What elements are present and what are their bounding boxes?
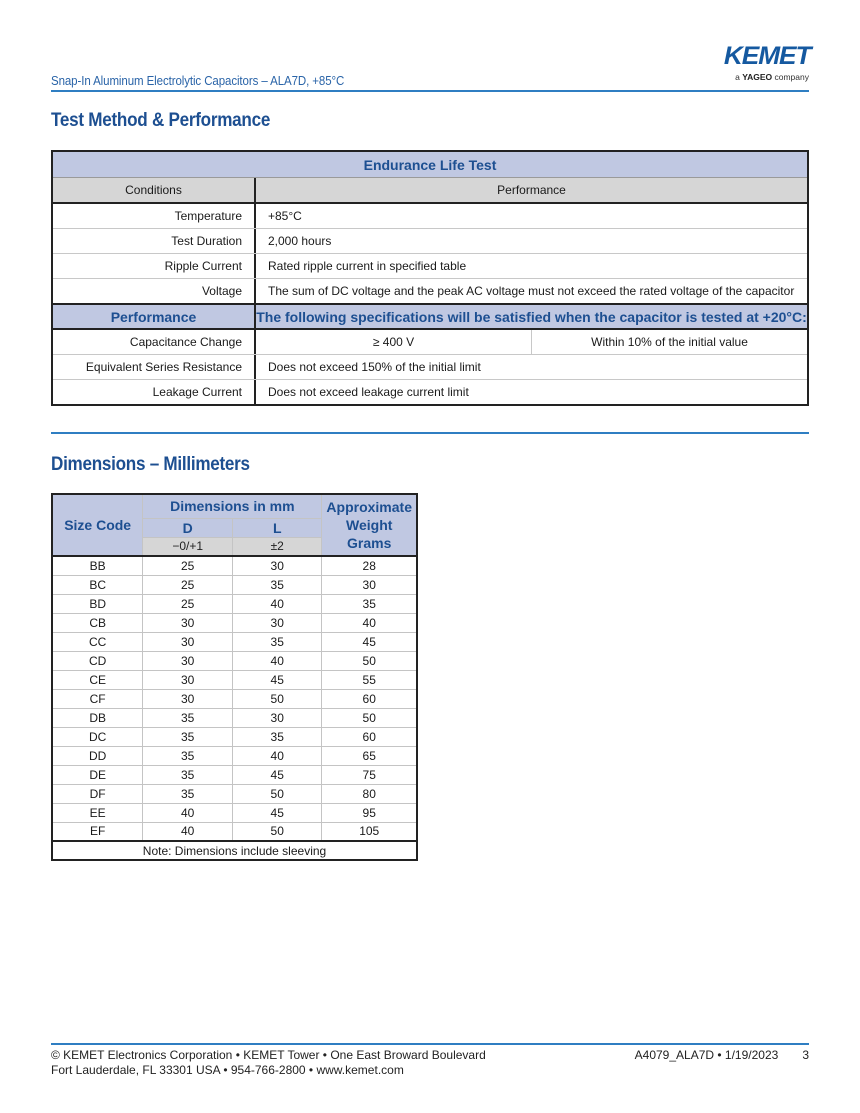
col-header-conditions: Conditions [53,178,256,202]
length-cell: 50 [233,822,322,841]
size-code-cell: BD [52,594,143,613]
diameter-cell: 30 [143,670,233,689]
size-code-cell: DE [52,765,143,784]
weight-cell: 50 [322,651,417,670]
length-cell: 30 [233,708,322,727]
table-row [53,253,807,278]
logo-tagline-suffix: company [772,72,809,82]
col-header-d: D [143,518,233,537]
test-section-title: Test Method & Performance [51,110,271,131]
dimensions-section-title: Dimensions – Millimeters [51,454,250,475]
weight-cell: 50 [322,708,417,727]
table-row [53,278,807,303]
size-code-cell: CC [52,632,143,651]
diameter-cell: 25 [143,594,233,613]
diameter-cell: 30 [143,613,233,632]
performance-condition: ≥ 400 V [372,334,415,349]
size-code-cell: CD [52,651,143,670]
diameter-cell: 30 [143,651,233,670]
size-code-cell: CF [52,689,143,708]
size-code-cell: DF [52,784,143,803]
diameter-cell: 35 [143,746,233,765]
size-code-cell: BB [52,556,143,575]
size-code-cell: DC [52,727,143,746]
weight-cell: 105 [322,822,417,841]
weight-cell: 60 [322,727,417,746]
table-row [52,708,417,727]
size-code-cell: EF [52,822,143,841]
table-row [52,575,417,594]
size-code-cell: CB [52,613,143,632]
size-code-cell: DB [52,708,143,727]
diameter-cell: 40 [143,822,233,841]
performance-value: Does not exceed leakage current limit [268,384,469,399]
document-subtitle: Snap-In Aluminum Electrolytic Capacitors – ALA7D, +85°C [51,74,345,88]
length-cell: 45 [233,765,322,784]
performance-label: Equivalent Series Resistance [53,355,256,379]
condition-value: 2,000 hours [268,233,332,248]
length-cell: 45 [233,803,322,822]
condition-label: Ripple Current [53,254,256,278]
table-row [52,746,417,765]
length-cell: 30 [233,556,322,575]
col-header-performance: Performance [497,183,566,198]
weight-cell: 60 [322,689,417,708]
length-cell: 35 [233,575,322,594]
table-row [52,765,417,784]
col-header-l: L [233,518,322,537]
logo-wordmark: KEMET [723,42,810,70]
table-title-row [53,152,807,177]
dimensions-table [51,493,418,861]
diameter-cell: 35 [143,765,233,784]
diameter-cell: 30 [143,632,233,651]
table-row [52,594,417,613]
table-row [52,689,417,708]
condition-value: +85°C [268,208,302,223]
table-row [52,670,417,689]
condition-label: Voltage [53,279,256,303]
table-note: Note: Dimensions include sleeving [52,841,417,860]
length-cell: 50 [233,689,322,708]
note-row [52,841,417,860]
weight-cell: 55 [322,670,417,689]
table-header-row [53,177,807,202]
weight-cell: 40 [322,613,417,632]
weight-cell: 30 [322,575,417,594]
page-number: 3 [802,1048,809,1062]
header-divider [51,90,809,92]
length-cell: 40 [233,651,322,670]
table-row [52,727,417,746]
col-header-weight: Approximate Weight Grams [322,494,417,556]
length-cell: 50 [233,784,322,803]
weight-cell: 35 [322,594,417,613]
endurance-life-test-table [51,150,809,406]
weight-cell: 28 [322,556,417,575]
diameter-cell: 25 [143,556,233,575]
condition-label: Temperature [53,204,256,227]
logo-tagline-prefix: a [735,72,743,82]
footer-meta [635,1048,809,1063]
kemet-logo [706,44,810,84]
table-row [53,202,807,227]
diameter-cell: 25 [143,575,233,594]
size-code-cell: CE [52,670,143,689]
table-row [52,632,417,651]
performance-header-row [53,303,807,328]
condition-label: Test Duration [53,229,256,253]
table-row [53,354,807,379]
footer-address [51,1048,486,1078]
weight-cell: 80 [322,784,417,803]
performance-label: Capacitance Change [53,330,256,353]
d-tolerance: −0/+1 [143,537,233,556]
logo-tagline-brand: YAGEO [742,72,773,82]
table-row [52,784,417,803]
diameter-cell: 35 [143,727,233,746]
performance-split-cell [256,330,807,353]
logo-tagline [735,72,809,82]
length-cell: 35 [233,632,322,651]
diameter-cell: 30 [143,689,233,708]
table-row [53,228,807,253]
weight-cell: 65 [322,746,417,765]
table-row [52,822,417,841]
footer-divider [51,1043,809,1045]
length-cell: 45 [233,670,322,689]
col-header-dimensions-group: Dimensions in mm [143,494,322,518]
l-tolerance: ±2 [233,537,322,556]
footer-line-1: © KEMET Electronics Corporation • KEMET Tower • One East Broward Boulevard [51,1048,486,1062]
performance-header-note: The following specifications will be satisfied when the capacitor is tested at +20°C: [256,308,807,325]
weight-cell: 95 [322,803,417,822]
diameter-cell: 35 [143,708,233,727]
table-row [53,328,807,353]
condition-value: The sum of DC voltage and the peak AC voltage must not exceed the rated voltage of the capacitor [268,284,795,299]
length-cell: 40 [233,746,322,765]
table-row [53,379,807,404]
length-cell: 40 [233,594,322,613]
table-row [52,651,417,670]
diameter-cell: 35 [143,784,233,803]
size-code-cell: EE [52,803,143,822]
table-title: Endurance Life Test [363,156,497,173]
size-code-cell: DD [52,746,143,765]
size-code-cell: BC [52,575,143,594]
condition-value: Rated ripple current in specified table [268,258,467,273]
table-row [52,613,417,632]
performance-header-label: Performance [53,305,256,328]
length-cell: 35 [233,727,322,746]
length-cell: 30 [233,613,322,632]
table-row [52,556,417,575]
document-id: A4079_ALA7D • 1/19/2023 [634,1048,779,1062]
performance-value: Within 10% of the initial value [531,330,807,353]
table-row [52,803,417,822]
diameter-cell: 40 [143,803,233,822]
footer-line-2: Fort Lauderdale, FL 33301 USA • 954-766-2800 • www.kemet.com [51,1063,404,1077]
performance-value: Does not exceed 150% of the initial limit [268,359,481,374]
weight-cell: 75 [322,765,417,784]
weight-cell: 45 [322,632,417,651]
performance-label: Leakage Current [53,380,256,404]
col-header-size-code: Size Code [52,494,143,556]
section-divider [51,432,809,434]
